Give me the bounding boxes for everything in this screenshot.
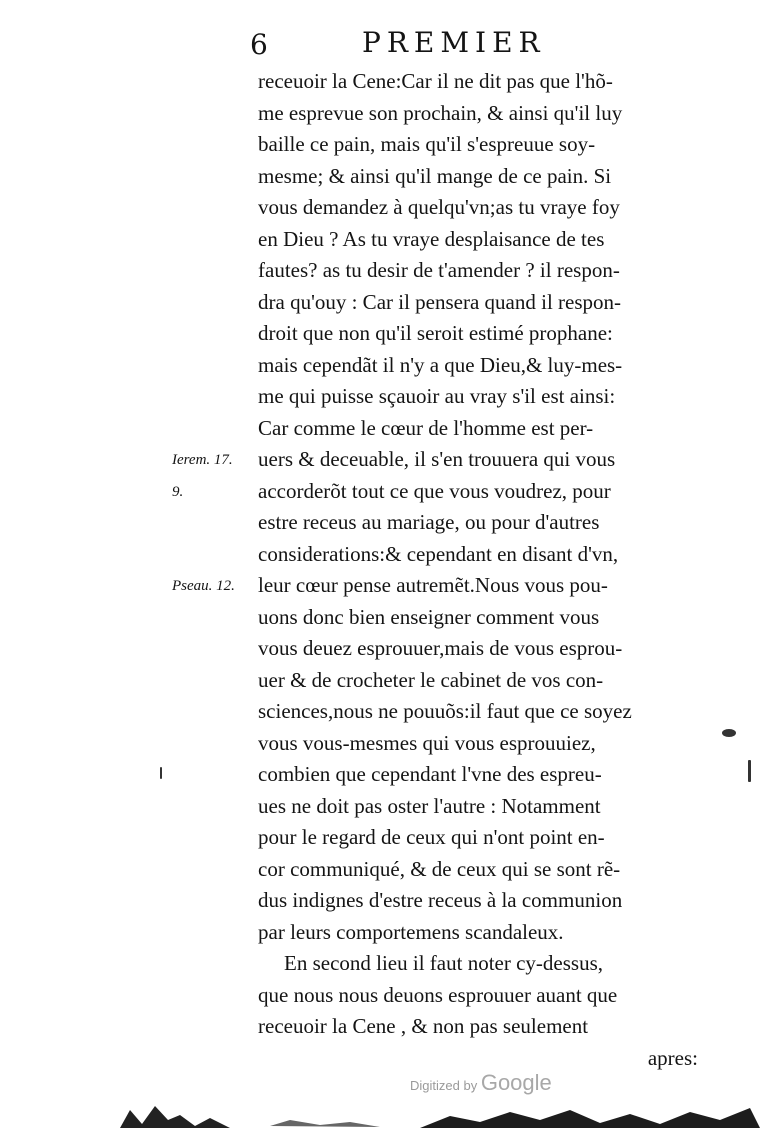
page-header (250, 26, 570, 66)
text-line: ues ne doit pas oster l'autre : Notamment (258, 793, 601, 818)
text-line: combien que cependant l'vne des espreu- (258, 762, 602, 786)
text-line: accorderõt tout ce que vous voudrez, pour (258, 478, 611, 503)
text-line: mais cependãt il n'y a que Dieu,& luy-mes- (258, 352, 623, 377)
text-line: vous vous-mesmes qui vous esprouuiez, (258, 730, 596, 755)
scan-edge-noise (120, 1090, 760, 1130)
text-line: par leurs comportemens scandaleux. (258, 919, 564, 944)
text-line: vous demandez à quelqu'vn;as tu vraye foy (258, 195, 620, 219)
text-line: uer & de crocheter le cabinet de vos con- (258, 667, 604, 692)
text-line: receuoir la Cene , & non pas seulement (258, 1014, 589, 1038)
text-line: estre receus au mariage, ou pour d'autres (258, 510, 600, 534)
text-line: vous deuez esprouuer,mais de vous esprou- (258, 636, 623, 660)
body-text (258, 66, 698, 1074)
running-title: PREMIER (362, 26, 546, 59)
text-line: fautes? as tu desir de t'amender ? il respon- (258, 258, 620, 282)
text-line: cor communiqué, & de ceux qui se sont rẽ- (258, 856, 621, 881)
text-line: me qui puisse sçauoir au vray s'il est ainsi: (258, 384, 616, 408)
text-line: que nous nous deuons esprouuer auant que (258, 982, 618, 1007)
text-line: dus indignes d'estre receus à la communion (258, 888, 623, 912)
text-line: considerations:& cependant en disant d'vn, (258, 541, 619, 566)
google-brand: Google (480, 1070, 552, 1095)
text-line: En second lieu il faut noter cy-dessus, (284, 951, 603, 975)
margin-note: 9. (172, 483, 184, 500)
text-line: apres: (647, 1045, 698, 1070)
text-line: en Dieu ? As tu vraye desplaisance de tes (258, 226, 605, 251)
text-line: baille ce pain, mais qu'il s'espreuue soy- (258, 132, 596, 156)
text-line: leur cœur pense autremẽt.Nous vous pou- (258, 573, 608, 597)
text-line: sciences,nous ne pouuõs:il faut que ce soyez (258, 699, 632, 723)
text-line: droit que non qu'il seroit estimé prophane: (258, 321, 613, 345)
text-line: uers & deceuable, il s'en trouuera qui vous (258, 447, 616, 471)
text-line: Car comme le cœur de l'homme est per- (258, 415, 594, 440)
text-line: mesme; & ainsi qu'il mange de ce pain. Si (258, 163, 612, 188)
text-line: receuoir la Cene:Car il ne dit pas que l'hõ- (258, 69, 613, 93)
text-line: me esprevue son prochain, & ainsi qu'il luy (258, 100, 623, 125)
scan-speck (722, 729, 736, 737)
text-line: uons donc bien enseigner comment vous (258, 604, 600, 629)
scan-speck (748, 760, 751, 782)
margin-note: Pseau. 12. (172, 578, 235, 594)
margin-note: Ierem. 17. (172, 452, 233, 468)
text-line: pour le regard de ceux qui n'ont point en- (258, 825, 605, 849)
scan-speck (160, 767, 162, 779)
page-number: 6 (250, 28, 268, 61)
digitized-label: Digitized by (410, 1078, 478, 1093)
text-line: dra qu'ouy : Car il pensera quand il respon- (258, 289, 622, 314)
